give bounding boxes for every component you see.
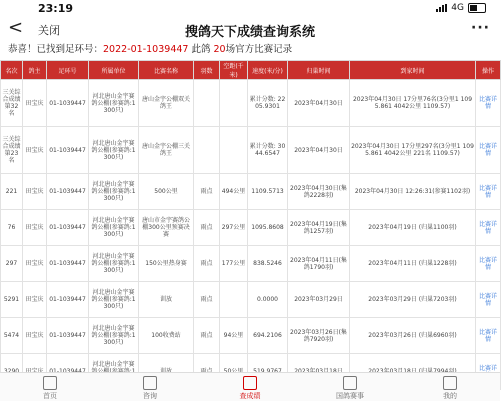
cell-owner: 田宝庆	[23, 246, 47, 282]
table-row	[1, 210, 501, 246]
cell-owner: 田宝庆	[23, 282, 47, 318]
column-header: 操作	[476, 61, 501, 80]
cell-unit: 河北唐山金宇赛鸽公棚(参赛鸽:1300只)	[89, 318, 139, 354]
column-header: 比赛名称	[139, 61, 194, 80]
column-header: 鸽主	[23, 61, 47, 80]
cell-unit: 河北唐山金宇赛鸽公棚(参赛鸽:1300只)	[89, 210, 139, 246]
cell-ring: 01-1039447	[47, 246, 89, 282]
cell-return-time: 2023年04月30日	[288, 127, 350, 174]
column-header: 速度(米/分)	[248, 61, 288, 80]
results-table	[0, 60, 501, 390]
home-icon	[43, 376, 57, 390]
column-header: 名次	[1, 61, 23, 80]
cell-owner: 田宝庆	[23, 80, 47, 127]
cell-unit: 河北唐山金宇赛鸽公棚(参赛鸽:1300只)	[89, 282, 139, 318]
close-button[interactable]: 关闭	[38, 24, 60, 37]
cell-return-time: 2023年03月26日(集鸽7920羽)	[288, 318, 350, 354]
cell-ring: 01-1039447	[47, 282, 89, 318]
signal-icon	[436, 4, 447, 12]
column-header: 空距(千米)	[220, 61, 248, 80]
cell-distance	[220, 80, 248, 127]
race-detail-link[interactable]: 比赛详情	[476, 318, 501, 354]
cell-rank: 三关综合成绩第23名	[1, 127, 23, 174]
result-banner	[0, 42, 500, 58]
cell-rank: 三关综合成绩第32名	[1, 80, 23, 127]
cell-ring: 01-1039447	[47, 127, 89, 174]
cell-home-time: 2023年03月26日 (归巢6960羽)	[350, 318, 476, 354]
tab-label: 查成绩	[239, 392, 261, 400]
nav-bar	[0, 18, 500, 40]
cell-speed: 累计分数: 3044.6547	[248, 127, 288, 174]
more-icon[interactable]: ···	[471, 20, 490, 36]
tab-home[interactable]	[0, 373, 100, 401]
tab-label: 咨询	[143, 392, 157, 400]
back-icon[interactable]: <	[8, 17, 24, 38]
table-header-row	[1, 61, 501, 80]
cell-distance: 177公里	[220, 246, 248, 282]
bottom-tab-bar	[0, 372, 500, 401]
cell-race: 唐山金宇公棚三关鸽王	[139, 127, 194, 174]
cell-feathers: 雨点	[194, 246, 220, 282]
cell-distance: 297公里	[220, 210, 248, 246]
banner-ring: 2022-01-1039447	[103, 44, 189, 55]
tab-events[interactable]	[300, 373, 400, 401]
tab-user[interactable]	[400, 373, 500, 401]
cell-race: 150公里热身赛	[139, 246, 194, 282]
column-header: 归巢时间	[288, 61, 350, 80]
cell-race: 训放	[139, 282, 194, 318]
status-right	[436, 3, 486, 13]
cell-speed: 0.0000	[248, 282, 288, 318]
cell-race: 唐山金宇公棚双关鸽王	[139, 80, 194, 127]
cell-distance	[220, 282, 248, 318]
cell-unit: 河北唐山金宇赛鸽公棚(参赛鸽:1300只)	[89, 80, 139, 127]
results-table-wrap[interactable]	[0, 60, 500, 372]
cell-feathers	[194, 127, 220, 174]
race-detail-link[interactable]: 比赛详	[476, 354, 501, 390]
cell-distance: 94公里	[220, 318, 248, 354]
cell-owner: 田宝庆	[23, 210, 47, 246]
table-row	[1, 246, 501, 282]
cell-speed: 累计分数: 2205.9301	[248, 80, 288, 127]
cell-return-time: 2023年04月11日(集鸽1790羽)	[288, 246, 350, 282]
events-icon	[343, 376, 357, 390]
table-body	[1, 80, 501, 390]
cell-speed: 694.2106	[248, 318, 288, 354]
cell-rank: 5474	[1, 318, 23, 354]
cell-speed: 1109.5713	[248, 174, 288, 210]
cell-ring: 01-1039447	[47, 210, 89, 246]
page-title: 搜鸽天下成绩查询系统	[184, 25, 315, 40]
news-icon	[143, 376, 157, 390]
user-icon	[443, 376, 457, 390]
tab-news[interactable]	[100, 373, 200, 401]
cell-distance	[220, 127, 248, 174]
race-detail-link[interactable]: 比赛详情	[476, 282, 501, 318]
battery-icon	[468, 3, 486, 13]
cell-home-time: 2023年04月30日 17分里297名(3分里1 1095.861 4042公里 221名 1109.57)	[350, 127, 476, 174]
cell-home-time: 2023年04月11日 (归巢1228羽)	[350, 246, 476, 282]
cell-rank: 5291	[1, 282, 23, 318]
table-row	[1, 318, 501, 354]
status-time: 23:19	[38, 2, 74, 15]
cell-return-time: 2023年04月19日(集鸽1257羽)	[288, 210, 350, 246]
cell-race: 唐山市金宇赛鸽公棚300公里预赛决赛	[139, 210, 194, 246]
race-detail-link[interactable]: 比赛详情	[476, 80, 501, 127]
banner-count: 20	[213, 44, 226, 55]
results-icon	[243, 376, 257, 390]
cell-return-time: 2023年04月30日	[288, 80, 350, 127]
column-header: 所属单位	[89, 61, 139, 80]
cell-ring: 01-1039447	[47, 318, 89, 354]
table-row	[1, 282, 501, 318]
cell-ring: 01-1039447	[47, 174, 89, 210]
cell-feathers	[194, 80, 220, 127]
cell-unit: 河北唐山金宇赛鸽公棚(参赛鸽:1300只)	[89, 246, 139, 282]
race-detail-link[interactable]: 比赛详情	[476, 174, 501, 210]
banner-prefix: 恭喜！已找到足环号：	[8, 44, 104, 55]
cell-owner: 田宝庆	[23, 174, 47, 210]
column-header: 羽数	[194, 61, 220, 80]
status-bar	[0, 0, 500, 18]
cell-feathers: 雨点	[194, 174, 220, 210]
network-type: 4G	[451, 3, 464, 13]
cell-speed: 1095.8608	[248, 210, 288, 246]
cell-feathers: 雨点	[194, 282, 220, 318]
cell-return-time: 2023年03月29日	[288, 282, 350, 318]
cell-rank: 76	[1, 210, 23, 246]
cell-home-time: 2023年04月30日 12:26:31(参赛1102羽)	[350, 174, 476, 210]
column-header: 足环号	[47, 61, 89, 80]
cell-speed: 838.5246	[248, 246, 288, 282]
table-row	[1, 127, 501, 174]
cell-feathers: 雨点	[194, 210, 220, 246]
column-header: 到家时间	[350, 61, 476, 80]
tab-results[interactable]	[200, 373, 300, 401]
race-detail-link[interactable]: 比赛详情	[476, 246, 501, 282]
cell-race: 100收费站	[139, 318, 194, 354]
banner-suffix: 场官方比赛记录	[225, 44, 293, 55]
cell-distance: 494公里	[220, 174, 248, 210]
tab-label: 首页	[43, 392, 57, 400]
cell-feathers: 雨点	[194, 318, 220, 354]
table-row	[1, 80, 501, 127]
cell-unit: 河北唐山金宇赛	[89, 354, 139, 390]
cell-owner: 田宝庆	[23, 127, 47, 174]
cell-race: 500公里	[139, 174, 194, 210]
cell-home-time: 2023年04月19日 (归巢1100羽)	[350, 210, 476, 246]
tab-label: 国鸽赛事	[336, 392, 364, 400]
cell-owner: 田宝庆	[23, 318, 47, 354]
cell-return-time: 2023年04月30日(集鸽2228羽)	[288, 174, 350, 210]
cell-unit: 河北唐山金宇赛鸽公棚(参赛鸽:1300只)	[89, 174, 139, 210]
banner-middle: 此鸽	[188, 44, 214, 55]
cell-unit: 河北唐山金宇赛鸽公棚(参赛鸽:1300只)	[89, 127, 139, 174]
cell-ring: 01-1039447	[47, 80, 89, 127]
race-detail-link[interactable]: 比赛详情	[476, 127, 501, 174]
cell-home-time: 2023年04月30日 17分里76名(3分里1 1095.861 4042公里 1109.57)	[350, 80, 476, 127]
race-detail-link[interactable]: 比赛详情	[476, 210, 501, 246]
cell-rank: 297	[1, 246, 23, 282]
table-row	[1, 174, 501, 210]
tab-label: 我的	[443, 392, 457, 400]
cell-rank: 221	[1, 174, 23, 210]
cell-home-time: 2023年03月29日 (归巢7203羽)	[350, 282, 476, 318]
